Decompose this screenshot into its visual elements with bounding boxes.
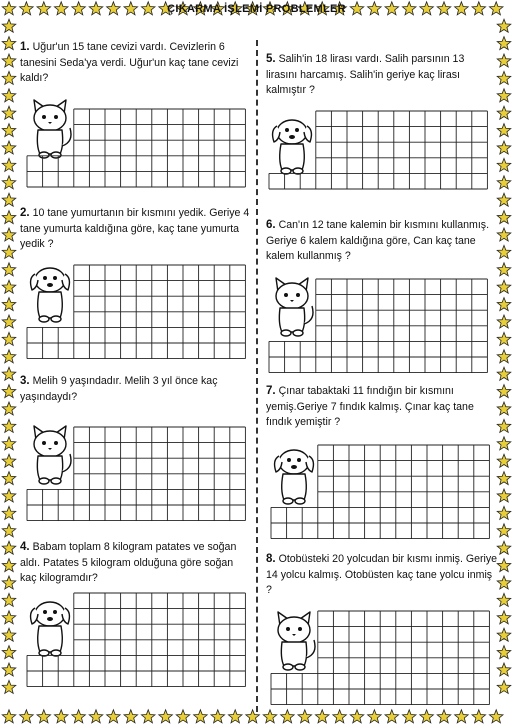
- star-icon: [2, 124, 16, 137]
- problem-statement: Uğur'un 15 tane cevizi vardı. Cevizlerin 6 tanesini Seda'ya verdi. Uğur'un kaç tane cevizi kaldı?: [20, 41, 239, 85]
- star-icon: [497, 524, 511, 537]
- star-icon: [2, 263, 16, 276]
- star-icon: [385, 710, 399, 723]
- star-icon: [489, 710, 503, 723]
- star-icon: [2, 332, 16, 345]
- star-icon: [402, 710, 416, 723]
- grid-lines: [26, 592, 246, 688]
- star-icon: [497, 106, 511, 119]
- star-icon: [497, 576, 511, 589]
- problem-1: [20, 40, 252, 87]
- star-icon: [2, 71, 16, 84]
- star-icon: [497, 158, 511, 171]
- answer-grid: [270, 610, 490, 706]
- grid-lines: [26, 426, 246, 522]
- problem-8: [266, 552, 498, 599]
- star-icon: [107, 710, 121, 723]
- star-icon: [228, 710, 242, 723]
- star-icon: [497, 367, 511, 380]
- star-icon: [211, 710, 225, 723]
- star-icon: [497, 211, 511, 224]
- answer-grid: [268, 278, 488, 374]
- star-icon: [350, 710, 364, 723]
- star-icon: [194, 710, 208, 723]
- problem-number: 7.: [266, 385, 276, 397]
- star-icon: [497, 663, 511, 676]
- star-icon: [497, 124, 511, 137]
- problem-text: [20, 40, 252, 87]
- star-icon: [497, 611, 511, 624]
- star-icon: [54, 710, 68, 723]
- grid-lines: [26, 264, 246, 360]
- problem-text: [266, 384, 498, 431]
- problem-statement: Can'ın 12 tane kalemin bir kısmını kullanmış. Geriye 6 kalem kaldığına göre, Can kaç tane kalem kullanmış ?: [266, 219, 490, 263]
- star-icon: [497, 419, 511, 432]
- star-icon: [2, 437, 16, 450]
- star-icon: [2, 350, 16, 363]
- star-icon: [315, 710, 329, 723]
- star-icon: [2, 37, 16, 50]
- star-icon: [497, 141, 511, 154]
- problem-statement: Babam toplam 8 kilogram patates ve soğan aldı. Patates 5 kilogram olduğuna göre soğan kaç kilogramdır?: [20, 541, 237, 585]
- star-icon: [497, 19, 511, 32]
- star-icon: [2, 367, 16, 380]
- star-icon: [159, 710, 173, 723]
- star-icon: [420, 710, 434, 723]
- star-icon: [2, 245, 16, 258]
- problem-text: [20, 540, 252, 587]
- star-icon: [497, 71, 511, 84]
- star-icon: [497, 559, 511, 572]
- problem-4: [20, 540, 252, 587]
- star-icon: [2, 646, 16, 659]
- star-icon: [2, 628, 16, 641]
- star-icon: [472, 710, 486, 723]
- star-icon: [497, 489, 511, 502]
- star-icon: [281, 710, 295, 723]
- problem-number: 2.: [20, 207, 30, 219]
- star-icon: [333, 710, 347, 723]
- problem-text: [266, 218, 498, 265]
- star-icon: [437, 710, 451, 723]
- star-icon: [2, 385, 16, 398]
- star-icon: [2, 176, 16, 189]
- star-icon: [368, 710, 382, 723]
- grid-lines: [26, 108, 246, 188]
- problem-number: 1.: [20, 41, 30, 53]
- star-icon: [497, 228, 511, 241]
- star-icon: [497, 350, 511, 363]
- star-icon: [2, 419, 16, 432]
- star-icon: [497, 402, 511, 415]
- star-icon: [2, 559, 16, 572]
- problem-statement: Otobüsteki 20 yolcudan bir kısmı inmiş. Geriye 14 yolcu kalmış. Otobüsten kaç tane yolcu inmiş ?: [266, 553, 498, 597]
- grid-lines: [268, 110, 488, 190]
- star-icon: [20, 710, 34, 723]
- star-icon: [497, 646, 511, 659]
- star-icon: [497, 54, 511, 67]
- star-icon: [2, 158, 16, 171]
- star-icon: [455, 710, 469, 723]
- star-icon: [497, 37, 511, 50]
- problem-number: 4.: [20, 541, 30, 553]
- star-icon: [497, 628, 511, 641]
- star-icon: [2, 211, 16, 224]
- star-icon: [2, 106, 16, 119]
- star-icon: [497, 454, 511, 467]
- grid-lines: [270, 610, 490, 706]
- star-icon: [2, 524, 16, 537]
- star-icon: [2, 402, 16, 415]
- star-icon: [2, 489, 16, 502]
- star-icon: [2, 611, 16, 624]
- star-icon: [497, 89, 511, 102]
- star-icon: [2, 541, 16, 554]
- star-icon: [263, 710, 277, 723]
- star-icon: [124, 710, 138, 723]
- grid-lines: [270, 444, 490, 540]
- answer-grid: [26, 592, 246, 688]
- star-icon: [497, 680, 511, 693]
- problem-3: [20, 374, 252, 405]
- star-icon: [2, 141, 16, 154]
- star-icon: [2, 576, 16, 589]
- problem-number: 8.: [266, 553, 276, 565]
- star-icon: [497, 298, 511, 311]
- star-icon: [72, 710, 86, 723]
- star-icon: [497, 437, 511, 450]
- answer-grid: [26, 426, 246, 522]
- answer-grid: [26, 264, 246, 360]
- star-icon: [2, 454, 16, 467]
- answer-grid: [270, 444, 490, 540]
- column-divider: [256, 40, 258, 712]
- problem-number: 6.: [266, 219, 276, 231]
- problem-number: 3.: [20, 375, 30, 387]
- star-icon: [497, 245, 511, 258]
- star-icon: [2, 89, 16, 102]
- star-icon: [497, 315, 511, 328]
- problem-text: [266, 52, 498, 99]
- star-icon: [141, 710, 155, 723]
- star-icon: [497, 280, 511, 293]
- star-icon: [2, 228, 16, 241]
- page-title: ÇIKARMA İŞLEMİ PROBLEMLER: [167, 3, 346, 15]
- problem-5: [266, 52, 498, 99]
- star-icon: [497, 541, 511, 554]
- star-icon: [2, 193, 16, 206]
- answer-grid: [268, 110, 488, 190]
- star-icon: [2, 315, 16, 328]
- star-icon: [37, 710, 51, 723]
- star-icon: [2, 298, 16, 311]
- problem-statement: Çınar tabaktaki 11 fındığın bir kısmını yemiş.Geriye 7 fındık kalmış. Çınar kaç tane fındık yemiştir ?: [266, 385, 474, 429]
- problem-statement: Melih 9 yaşındadır. Melih 3 yıl önce kaç yaşındaydı?: [20, 375, 218, 403]
- answer-grid: [26, 108, 246, 188]
- grid-lines: [268, 278, 488, 374]
- problem-7: [266, 384, 498, 431]
- star-icon: [2, 506, 16, 519]
- problem-text: [20, 374, 252, 405]
- problem-text: [20, 206, 252, 253]
- star-icon: [2, 680, 16, 693]
- star-icon: [298, 710, 312, 723]
- star-icon: [2, 710, 16, 723]
- star-icon: [2, 663, 16, 676]
- problem-number: 5.: [266, 53, 276, 65]
- star-icon: [497, 176, 511, 189]
- problem-statement: Salih'in 18 lirası vardı. Salih parsının 13 lirasını harcamış. Salih'in geriye kaç lirası kalmıştır ?: [266, 53, 465, 97]
- star-icon: [497, 263, 511, 276]
- star-icon: [2, 593, 16, 606]
- star-icon: [497, 593, 511, 606]
- star-icon: [497, 193, 511, 206]
- star-icon: [2, 472, 16, 485]
- star-icon: [497, 385, 511, 398]
- star-icon: [2, 280, 16, 293]
- problem-6: [266, 218, 498, 265]
- star-icon: [497, 472, 511, 485]
- star-icon: [497, 332, 511, 345]
- star-icon: [176, 710, 190, 723]
- star-icon: [89, 710, 103, 723]
- star-icon: [2, 54, 16, 67]
- problem-text: [266, 552, 498, 599]
- star-icon: [497, 506, 511, 519]
- problem-statement: 10 tane yumurtanın bir kısmını yedik. Geriye 4 tane yumurta kaldığına göre, kaç tane yumurta yedik ?: [20, 207, 250, 251]
- star-icon: [2, 19, 16, 32]
- problem-2: [20, 206, 252, 253]
